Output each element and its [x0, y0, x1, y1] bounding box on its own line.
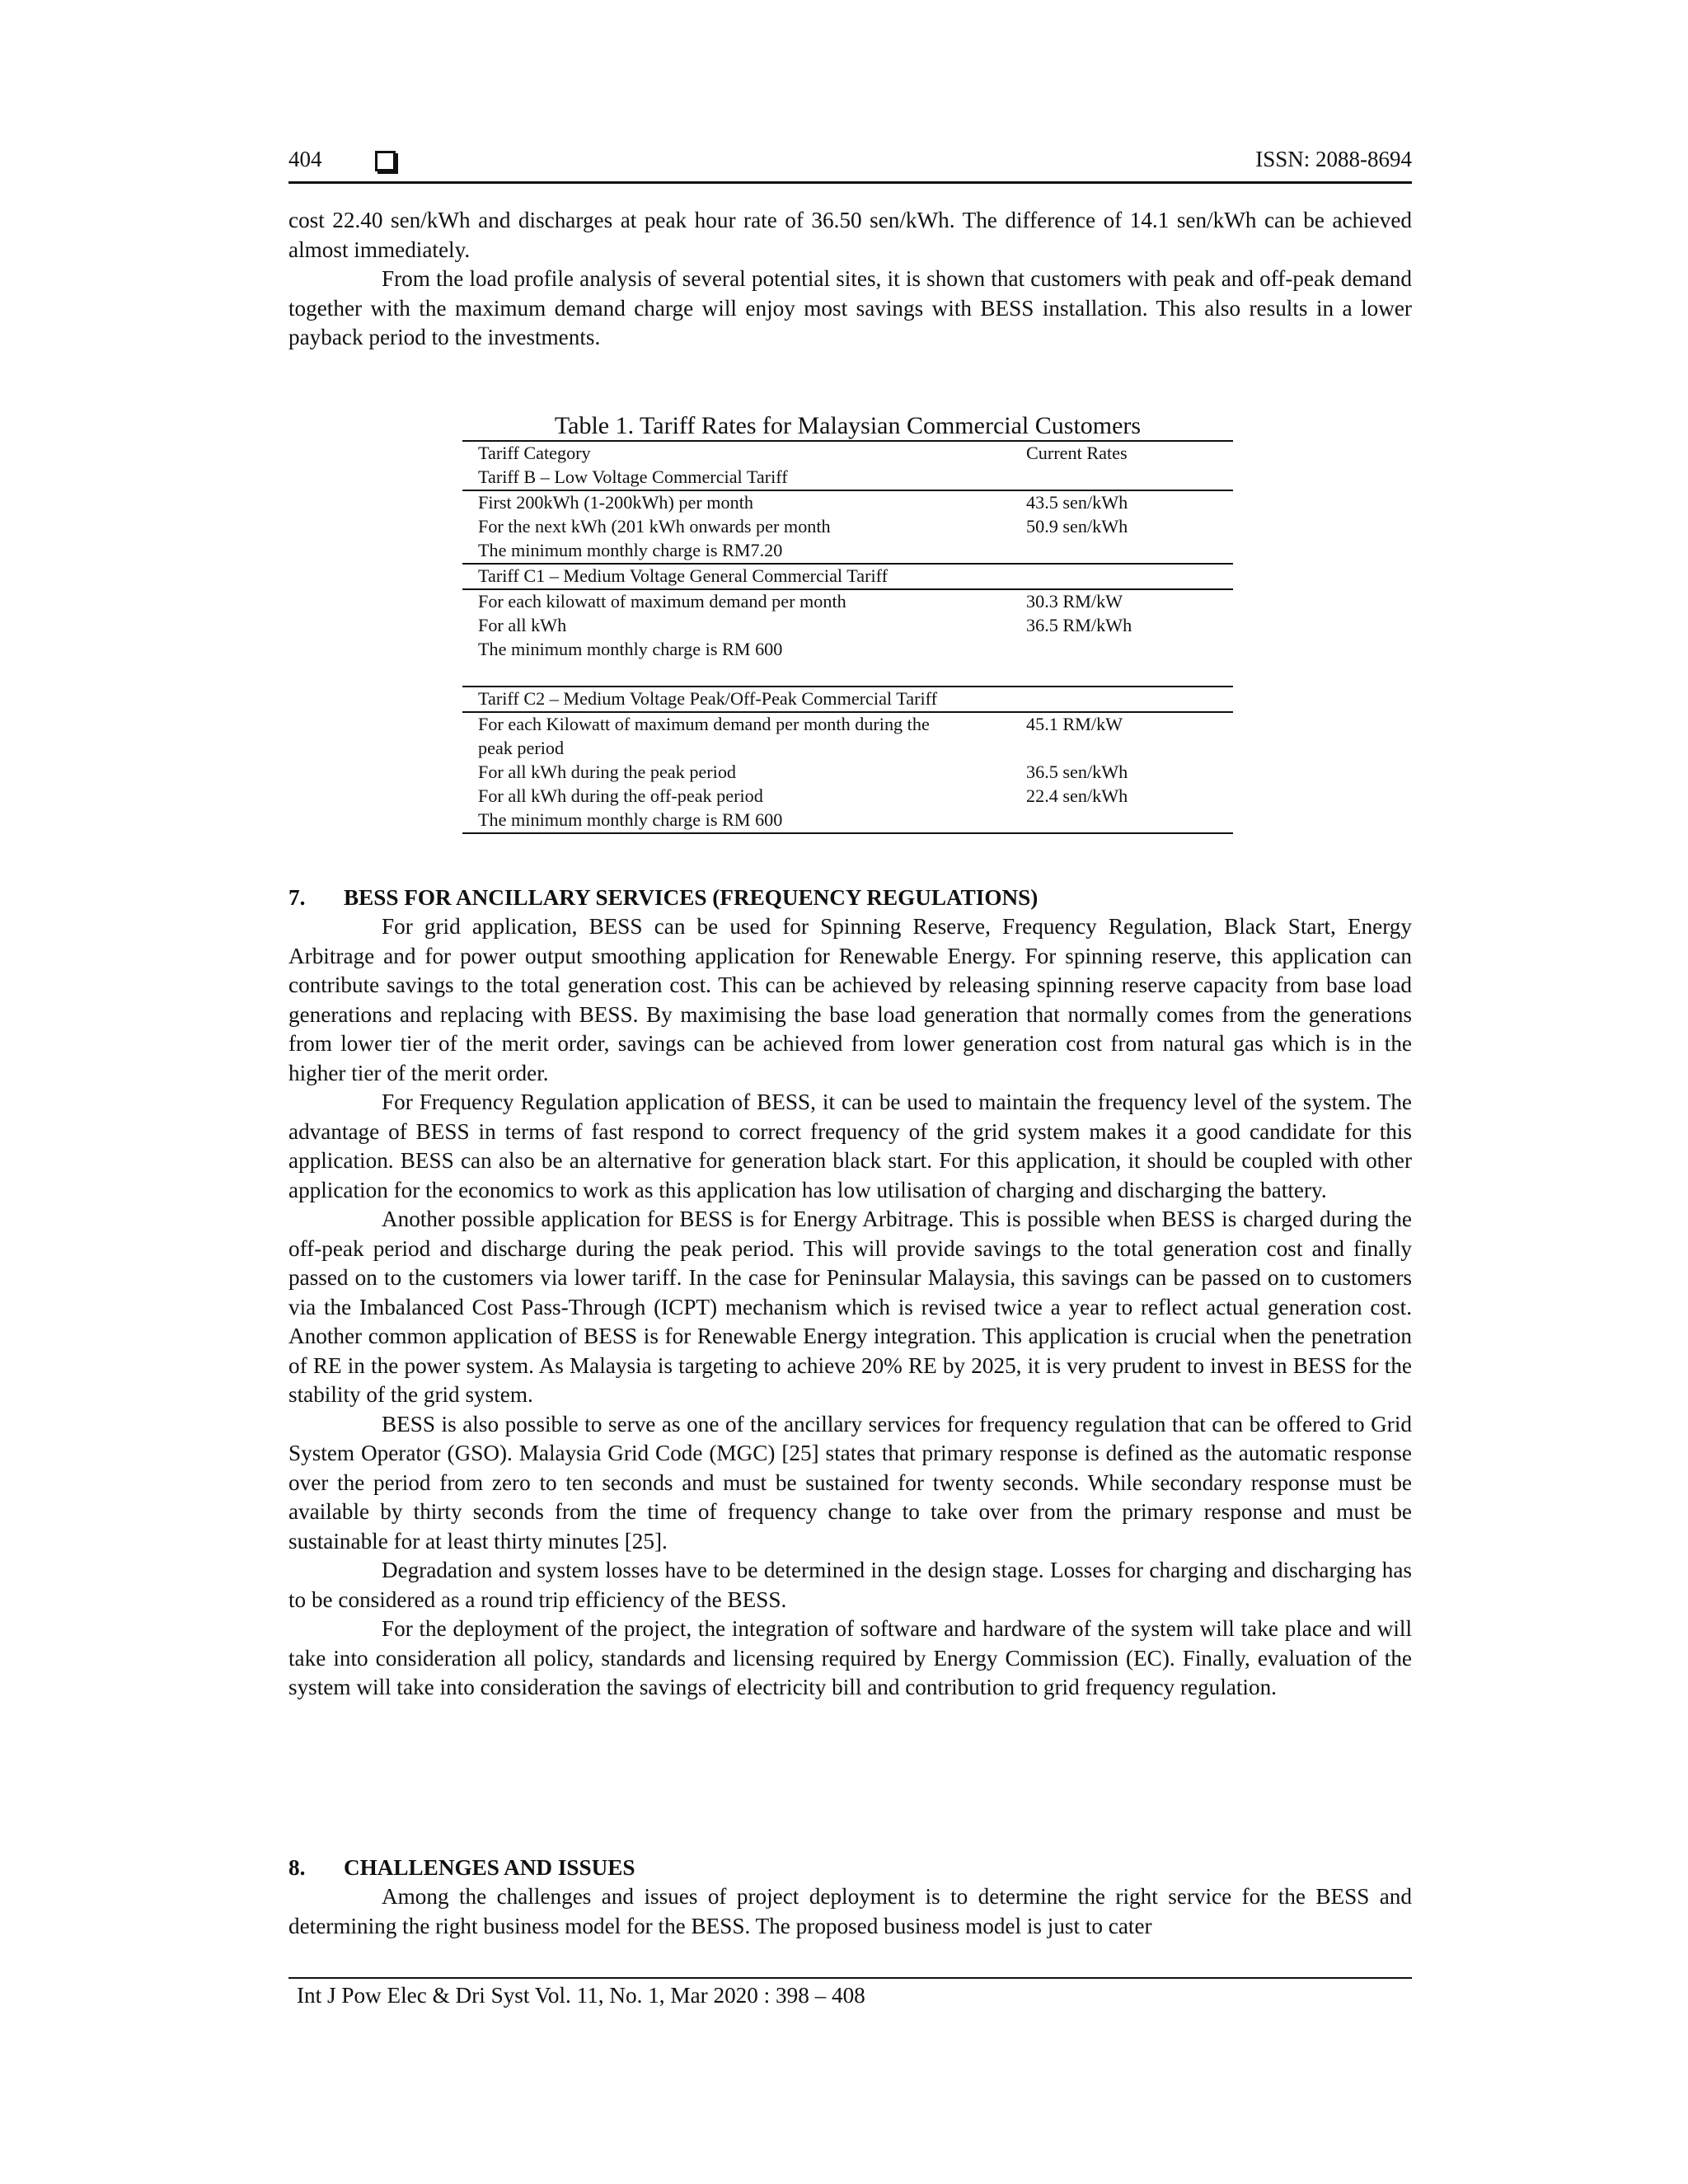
table-cell: For each kilowatt of maximum demand per month [478, 591, 846, 612]
table-cell [462, 662, 1026, 687]
square-bullet-icon [375, 151, 396, 171]
paragraph: Degradation and system losses have to be determined in the design stage. Losses for charging and discharging has to be considered as a round trip efficiency of the BESS. [288, 1558, 1412, 1612]
table-cell: 50.9 sen/kWh [1026, 516, 1128, 537]
page-number: 404 [288, 147, 322, 171]
table-row [462, 737, 1233, 761]
table-cell: The minimum monthly charge is RM7.20 [462, 539, 1026, 564]
table-row [462, 614, 1233, 638]
table-cell [1026, 808, 1233, 833]
table-caption: Table 1. Tariff Rates for Malaysian Commercial Customers [554, 412, 1142, 439]
section-title: CHALLENGES AND ISSUES [344, 1855, 635, 1880]
paragraph: From the load profile analysis of several potential sites, it is shown that customers with peak and off-peak demand together with the maximum demand charge will enjoy most savings with BESS installation. This also results in a lower payback period to the investments. [288, 266, 1412, 349]
section-8-body [288, 1882, 1412, 1941]
table-cell [1026, 638, 1233, 662]
intro-text [288, 206, 1412, 353]
table-cell: Current Rates [1026, 441, 1233, 466]
section-heading [288, 883, 1038, 912]
section-heading [288, 1854, 635, 1882]
table-cell: Tariff Category [462, 441, 1026, 466]
paragraph: BESS is also possible to serve as one of the ancillary services for frequency regulation that can be offered to Grid System Operator (GSO). Malaysia Grid Code (MGC) [25] states that primary response is defined as the automatic response over the period from zero to ten seconds and must be sustained for twenty seconds. While secondary response must be available by thirty seconds from the time of frequency change to take over from the primary response and must be sustainable for at least thirty minutes [25]. [288, 1411, 1412, 1554]
table-cell: 22.4 sen/kWh [1026, 785, 1128, 806]
section-7-body [288, 912, 1412, 1703]
table-cell: Tariff C1 – Medium Voltage General Commercial Tariff [462, 564, 1233, 589]
table-row [462, 589, 1233, 614]
table-cell: For the next kWh (201 kWh onwards per month [478, 516, 831, 537]
paragraph: Another possible application for BESS is for Energy Arbitrage. This is possible when BESS is charged during the off-peak period and discharge during the peak period. This will provide savings to the total generation cost and finally passed on to the customers via lower tariff. In the case for Peninsular Malaysia, this savings can be passed on to customers via the Imbalanced Cost Pass-Through (ICPT) mechanism which is revised twice a year to reflect actual generation cost. Another common application of BESS is for Renewable Energy integration. This application is crucial when the penetration of RE in the power system. As Malaysia is targeting to achieve 20% RE by 2025, it is very prudent to invest in BESS for the stability of the grid system. [288, 1207, 1412, 1407]
table-row [462, 712, 1233, 737]
table-cell: Tariff C2 – Medium Voltage Peak/Off-Peak Commercial Tariff [462, 687, 1233, 712]
table-cell [1026, 737, 1233, 761]
table-row [462, 539, 1233, 564]
paragraph: For Frequency Regulation application of BESS, it can be used to maintain the frequency level of the system. The advantage of BESS in terms of fast respond to correct frequency of the grid system makes it a good candidate for this application. BESS can also be an alternative for generation black start. For this application, it should be coupled with other application for the economics to work as this application has low utilisation of charging and discharging the battery. [288, 1090, 1412, 1202]
table-row [462, 638, 1233, 662]
table-cell: 36.5 sen/kWh [1026, 762, 1128, 782]
table-cell: 45.1 RM/kW [1026, 714, 1123, 734]
table-cell [1026, 539, 1233, 564]
table-cell: peak period [478, 738, 565, 758]
paragraph: cost 22.40 sen/kWh and discharges at peak hour rate of 36.50 sen/kWh. The difference of 14.1 sen/kWh can be achieved almost immediately. [288, 208, 1412, 262]
tariff-table [462, 412, 1233, 834]
table-cell: First 200kWh (1-200kWh) per month [478, 492, 753, 513]
page-header [288, 147, 1412, 184]
table-group-title [462, 564, 1233, 589]
table-group-title [462, 466, 1233, 490]
section-number: 7. [288, 885, 306, 910]
table-cell: 36.5 RM/kWh [1026, 615, 1132, 635]
table-group-title [462, 687, 1233, 712]
table-cell: The minimum monthly charge is RM 600 [462, 808, 1026, 833]
table-header-row [462, 441, 1233, 466]
footer-rule [288, 1977, 1412, 1979]
table-row [462, 490, 1233, 515]
issn: ISSN: 2088-8694 [1255, 147, 1412, 171]
table-cell: For all kWh [478, 615, 567, 635]
table-cell: For all kWh during the peak period [478, 762, 737, 782]
table-cell: 30.3 RM/kW [1026, 591, 1123, 612]
table-cell: 43.5 sen/kWh [1026, 492, 1128, 513]
table-row [462, 808, 1233, 833]
table-row [462, 515, 1233, 539]
table-cell: Tariff B – Low Voltage Commercial Tariff [462, 466, 1233, 490]
paragraph: Among the challenges and issues of project deployment is to determine the right service for the BESS and determining the right business model for the BESS. The proposed business model is just to cater [288, 1884, 1412, 1938]
section-number: 8. [288, 1855, 306, 1880]
table-cell [1026, 662, 1233, 687]
table-cell: The minimum monthly charge is RM 600 [478, 639, 783, 659]
footer-citation: Int J Pow Elec & Dri Syst Vol. 11, No. 1, Mar 2020 : 398 – 408 [297, 1983, 865, 2008]
table-cell: For all kWh during the off-peak period [478, 785, 763, 806]
section-title: BESS FOR ANCILLARY SERVICES (FREQUENCY REGULATIONS) [344, 885, 1039, 910]
table-spacer-row [462, 662, 1233, 687]
table-row [462, 761, 1233, 785]
table-cell: For each Kilowatt of maximum demand per month during the [478, 714, 930, 734]
paragraph: For grid application, BESS can be used for Spinning Reserve, Frequency Regulation, Black Start, Energy Arbitrage and for power output smoothing application for Renewable Energy. For spinning reserve, this application can contribute savings to the total generation cost. This can be achieved by releasing spinning reserve capacity from base load generations and replacing with BESS. By maximising the base load generation that normally comes from the generations from lower tier of the merit order, savings can be achieved from lower generation cost from natural gas which is in the higher tier of the merit order. [288, 914, 1412, 1085]
paragraph: For the deployment of the project, the integration of software and hardware of the system will take place and will take into consideration all policy, standards and licensing required by Energy Commission (EC). Finally, evaluation of the system will take into consideration the savings of electricity bill and contribution to grid frequency regulation. [288, 1616, 1412, 1699]
table-row [462, 785, 1233, 808]
